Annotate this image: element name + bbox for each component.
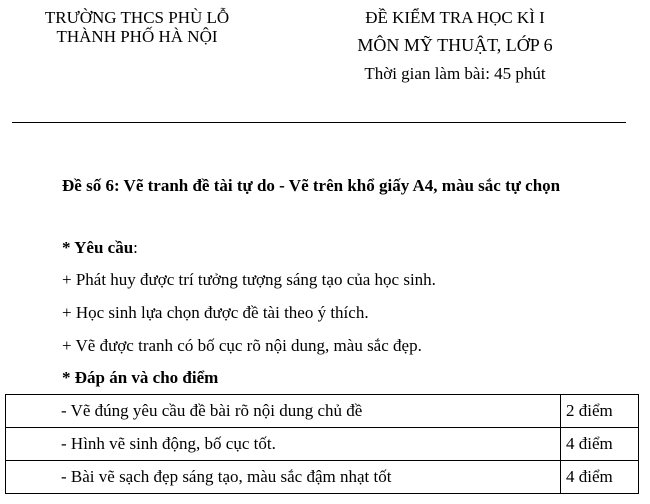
requirements-heading — [62, 238, 138, 258]
requirements-title: * Yêu cầu — [62, 238, 134, 257]
exam-title: ĐỀ KIỂM TRA HỌC KÌ I — [365, 8, 545, 27]
requirement-item: + Vẽ được tranh có bố cục rõ nội dung, màu sắc đẹp. — [62, 336, 422, 355]
requirement-item: + Phát huy được trí tưởng tượng sáng tạo của học sinh. — [62, 270, 436, 289]
points-cell: 2 điểm — [561, 395, 639, 428]
school-city: THÀNH PHỐ HÀ NỘI — [56, 27, 218, 46]
points-cell: 4 điểm — [561, 428, 639, 461]
requirements-colon: : — [133, 238, 138, 257]
criterion-cell: - Vẽ đúng yêu cầu đề bài rõ nội dung chủ đề — [6, 395, 561, 428]
exam-header — [320, 8, 590, 92]
table-row — [6, 395, 639, 428]
criterion-cell: - Bài vẽ sạch đẹp sáng tạo, màu sắc đậm nhạt tốt — [6, 461, 561, 494]
scoring-table — [5, 394, 639, 494]
exam-topic: Đề số 6: Vẽ tranh đề tài tự do - Vẽ trên khổ giấy A4, màu sắc tự chọn — [62, 176, 561, 195]
school-name: TRƯỜNG THCS PHÙ LỖ — [44, 8, 230, 27]
requirements-list — [62, 270, 436, 369]
exam-subject: MÔN MỸ THUẬT, LỚP 6 — [357, 35, 553, 55]
exam-duration: Thời gian làm bài: 45 phút — [364, 64, 546, 83]
school-header — [22, 8, 252, 46]
points-cell: 4 điểm — [561, 461, 639, 494]
requirement-item: + Học sinh lựa chọn được đề tài theo ý thích. — [62, 303, 369, 322]
table-row — [6, 428, 639, 461]
table-row — [6, 461, 639, 494]
header-divider — [12, 122, 626, 123]
answer-heading: * Đáp án và cho điểm — [62, 368, 219, 387]
criterion-cell: - Hình vẽ sinh động, bố cục tốt. — [6, 428, 561, 461]
